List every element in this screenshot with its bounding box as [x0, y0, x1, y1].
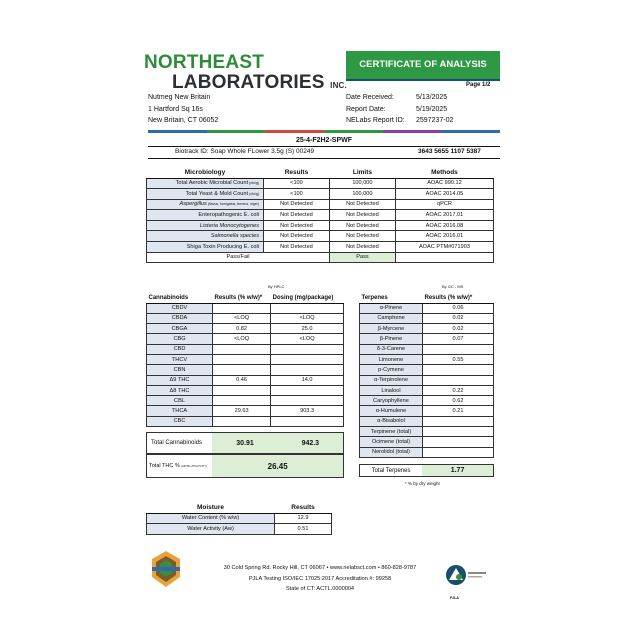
cannabinoid-name: CBL: [147, 396, 213, 406]
table-row: [147, 303, 344, 313]
cannabinoid-name: CBDV: [147, 303, 213, 313]
address-line2: 1 Hartford Sq 16s: [148, 105, 203, 113]
micro-test-unit: (cfu/g): [248, 191, 259, 196]
terpene-result: [423, 365, 494, 375]
passfail-blank: [395, 252, 493, 263]
table-row: [360, 437, 494, 447]
micro-result: <100: [264, 178, 330, 189]
terpene-name: α-Pinene: [360, 303, 423, 313]
footer-line2: PJLA Testing ISO/IEC 17025:2017 Accreditation #: 99258: [248, 575, 392, 582]
table-row: [147, 210, 494, 221]
micro-method: AOAC 2014.05: [395, 189, 493, 200]
received-label: Date Received:: [346, 94, 394, 101]
table-row: [360, 375, 494, 385]
terpene-name: p-Cymene: [360, 365, 423, 375]
micro-limit: Not Detected: [329, 231, 395, 242]
total-cannabinoids-result: 30.91: [212, 433, 277, 453]
micro-method: AOAC 2017.01: [395, 210, 493, 221]
report-date-label: Report Date:: [346, 105, 386, 113]
micro-limit: Not Detected: [329, 210, 395, 221]
table-row: [147, 416, 344, 426]
micro-result: <100: [264, 189, 330, 200]
table-row: [360, 324, 494, 334]
micro-test-name: [147, 220, 264, 231]
logo-suffix: INC.: [330, 81, 347, 90]
micro-limit: Not Detected: [329, 220, 395, 231]
logo-name: LABORATORIES: [172, 72, 325, 93]
report-id-value: 2597237-02: [416, 117, 454, 124]
table-row: [360, 303, 494, 313]
company-logo: [144, 53, 347, 96]
table-row: [360, 365, 494, 375]
cannabinoid-dose: [271, 396, 344, 406]
banner-underline: [346, 79, 500, 81]
table-row: [360, 396, 494, 406]
hplc-note: By HPLC: [268, 284, 285, 289]
micro-method: AOAC 990.12: [395, 178, 493, 189]
table-row: [147, 324, 344, 334]
cannabinoid-name: CBG: [147, 334, 213, 344]
address-line1: Nutmeg New Britain: [148, 94, 211, 101]
micro-result: Not Detected: [264, 231, 330, 242]
terpene-name: α-Bisabolol: [360, 416, 423, 426]
cannabinoid-result: <LOQ: [213, 334, 271, 344]
cannabinoid-name: CBGA: [147, 324, 213, 334]
micro-header: Methods: [395, 168, 493, 178]
table-row: [360, 334, 494, 344]
table-row: [360, 416, 494, 426]
terpene-name: δ-3-Carene: [360, 344, 423, 354]
total-cannabinoids-row: [146, 432, 344, 454]
cannabinoid-dose: [271, 303, 344, 313]
address-line3: New Britain, CT 06052: [148, 117, 219, 124]
passfail-value: Pass: [329, 252, 395, 263]
total-thc-text: Total THC %: [149, 463, 180, 469]
dry-weight-note: * % by dry weight: [405, 481, 440, 486]
divider: [148, 158, 500, 159]
terpene-result: [423, 344, 494, 354]
terpene-result: 0.06: [423, 303, 494, 313]
terpene-name: β-Myrcene: [360, 324, 423, 334]
table-row: [360, 313, 494, 323]
stripe-segment: [148, 130, 207, 133]
moist-result: 0.51: [275, 524, 332, 535]
report-id-label: NELabs Report ID:: [346, 117, 405, 124]
micro-method: qPCR: [395, 199, 493, 210]
cannabinoid-result: 0.82: [213, 324, 271, 334]
terp-header: Results (% w/w)*: [423, 293, 494, 303]
table-row: [147, 396, 344, 406]
terpene-name: Limonene: [360, 354, 423, 364]
moist-result: 12.9: [275, 513, 332, 524]
biotrack-label: Biotrack ID:: [175, 148, 209, 155]
micro-test-name: [147, 199, 264, 210]
table-row: [147, 313, 344, 323]
cannabinoid-dose: [271, 344, 344, 354]
terpene-name: Nerolidol (total): [360, 447, 423, 457]
sample-id: 25-4-F2H2-SPWF: [295, 137, 352, 144]
micro-test-label: Listeria Monocytogenes: [199, 222, 259, 229]
micro-test-name: [147, 242, 264, 253]
client-address: [148, 92, 218, 127]
micro-test-name: [147, 231, 264, 242]
table-row: [147, 385, 344, 395]
micro-test-name: [147, 178, 264, 189]
cannabinoid-name: THCV: [147, 354, 213, 364]
biotrack-row: [175, 148, 500, 155]
terpene-name: Linalool: [360, 385, 423, 395]
terpene-result: [423, 416, 494, 426]
terpene-name: β-Pinene: [360, 334, 423, 344]
cannabinoid-name: Δ9 THC: [147, 375, 213, 385]
micro-limit: 100,000: [329, 189, 395, 200]
micro-limit: Not Detected: [329, 242, 395, 253]
color-stripe: [148, 130, 500, 133]
cannabinoid-name: THCA: [147, 406, 213, 416]
cannabinoid-dose: <LOQ: [271, 313, 344, 323]
cannabinoid-name: CBD: [147, 344, 213, 354]
cannabinoid-result: [213, 416, 271, 426]
divider: [148, 146, 500, 147]
stripe-segment: [265, 130, 324, 133]
stripe-segment: [324, 130, 383, 133]
micro-test-label: Enteropathogenic E. coli: [198, 212, 259, 219]
micro-test-label: Total Aerobic Microbial Count: [175, 180, 249, 187]
cannabinoid-name: Δ8 THC: [147, 385, 213, 395]
cannabinoid-result: [213, 365, 271, 375]
micro-header: Results: [264, 168, 330, 178]
moisture-table: [146, 503, 332, 535]
biotrack-value: Soap Whole FLower 3.5g (S) 00249: [210, 148, 315, 155]
canna-header: Cannabinoids: [147, 293, 213, 303]
table-row: [147, 242, 494, 253]
terpene-name: α-Humulene: [360, 406, 423, 416]
total-terpenes-value: 1.77: [422, 465, 493, 476]
micro-test-unit: (cfu/g): [248, 181, 259, 186]
gcms-note: By GC - MS: [442, 284, 464, 289]
cannabinoid-name: CBC: [147, 416, 213, 426]
micro-test-label: Salmonella species: [210, 233, 259, 240]
table-row: [147, 178, 494, 189]
micro-method: AOAC PTM#071903: [395, 242, 493, 253]
stripe-segment: [441, 130, 500, 133]
coa-banner: CERTIFICATE OF ANALYSIS: [346, 51, 500, 79]
table-row: [360, 406, 494, 416]
table-row: [360, 427, 494, 437]
cannabinoid-dose: 25.0: [271, 324, 344, 334]
micro-test-name: [147, 189, 264, 200]
micro-header: Microbiology: [147, 168, 264, 178]
total-terpenes-row: [359, 464, 494, 477]
total-thc-value: 26.45: [212, 455, 343, 477]
table-row: [147, 189, 494, 200]
page-number: Page 1/2: [466, 82, 491, 88]
table-row: [147, 365, 344, 375]
cannabinoid-dose: [271, 416, 344, 426]
terpene-result: 0.07: [423, 334, 494, 344]
total-cannabinoids-label: Total Cannabinoids: [151, 440, 203, 446]
micro-limit: 100,000: [329, 178, 395, 189]
total-thc-label: [147, 463, 212, 469]
cannabinoid-dose: <LOQ: [271, 334, 344, 344]
terpene-result: 0.62: [423, 396, 494, 406]
table-row: [360, 385, 494, 395]
micro-test-name: [147, 210, 264, 221]
terp-header: Terpenes: [360, 293, 423, 303]
cannabinoid-dose: [271, 354, 344, 364]
table-row: [147, 231, 494, 242]
terpene-name: α-Terpinolene: [360, 375, 423, 385]
logo-line1: NORTHEAST: [144, 52, 265, 73]
cannabinoid-dose: [271, 365, 344, 375]
micro-limit: Not Detected: [329, 199, 395, 210]
footer: [200, 563, 440, 595]
table-row: [147, 199, 494, 210]
micro-result: Not Detected: [264, 220, 330, 231]
terpene-result: 0.22: [423, 385, 494, 395]
report-meta: [346, 92, 453, 127]
cannabinoid-result: [213, 396, 271, 406]
pjla-accreditation-logo: [444, 563, 488, 600]
cannabinoid-result: <LOQ: [213, 313, 271, 323]
micro-test-label: Shiga Toxin Producing E. coli: [186, 243, 259, 250]
cannabinoid-name: CBN: [147, 365, 213, 375]
terpene-result: [423, 447, 494, 457]
terpenes-table: [359, 293, 494, 458]
cannabinoid-result: [213, 385, 271, 395]
table-row: [147, 220, 494, 231]
total-thc-row: [146, 454, 344, 478]
canna-header: Results (% w/w)*: [213, 293, 271, 303]
terpene-name: Terpinene (total): [360, 427, 423, 437]
report-date-value: 5/19/2025: [416, 105, 448, 113]
footer-line1: 30 Cold Spring Rd. Rocky Hill, CT 06067 • www.nelabsct.com • 860-828-9787: [223, 565, 417, 571]
microbiology-table: [146, 168, 494, 263]
micro-result: Not Detected: [264, 199, 330, 210]
terpene-result: 0.02: [423, 313, 494, 323]
cannabinoid-result: [213, 354, 271, 364]
cannabinoid-result: 29.63: [213, 406, 271, 416]
cannabinoid-result: [213, 344, 271, 354]
cannabinoid-name: CBDA: [147, 313, 213, 323]
micro-header: Limits: [329, 168, 395, 178]
pjla-label: PJLA: [450, 596, 459, 600]
cannabinoid-dose: 14.0: [271, 375, 344, 385]
micro-method: AOAC 2016.08: [395, 220, 493, 231]
table-row: [147, 344, 344, 354]
table-row: [360, 344, 494, 354]
table-row: [147, 375, 344, 385]
terpene-result: 0.55: [423, 354, 494, 364]
cannabis-lab-badge-icon: [146, 549, 186, 594]
moist-header: Moisture: [147, 503, 275, 513]
cannabinoid-result: 0.46: [213, 375, 271, 385]
passfail-row: [147, 252, 494, 263]
terpene-result: [423, 437, 494, 447]
micro-method: AOAC 2016.01: [395, 231, 493, 242]
terpene-name: Caryophyllene: [360, 396, 423, 406]
stripe-segment: [207, 130, 266, 133]
terpene-name: Camphene: [360, 313, 423, 323]
passfail-label: Pass/Fail: [147, 252, 330, 263]
moist-name: Water Activity (Aw): [147, 524, 275, 535]
micro-result: Not Detected: [264, 210, 330, 221]
micro-test-unit: (flavus, fumigatus, terreus, niger): [206, 202, 259, 207]
biotrack-code: 3643 5655 1107 5387: [418, 148, 481, 155]
table-row: [147, 524, 332, 535]
cannabinoid-result: [213, 303, 271, 313]
micro-test-label: Aspergillus: [179, 201, 207, 208]
table-row: [147, 513, 332, 524]
received-value: 5/13/2025: [416, 94, 448, 101]
cannabinoid-dose: 903.3: [271, 406, 344, 416]
stripe-segment: [383, 130, 442, 133]
table-row: [147, 354, 344, 364]
footer-line3: State of CT: ACTL.0000004: [285, 586, 355, 592]
micro-test-label: Total Yeast & Mold Count: [185, 190, 249, 197]
cannabinoid-dose: [271, 385, 344, 395]
table-row: [147, 406, 344, 416]
cannabinoids-table: [146, 293, 344, 427]
total-thc-formula: (Δ9THC+THCA*0.877): [181, 465, 207, 468]
micro-result: Not Detected: [264, 242, 330, 253]
moist-header: Results: [275, 503, 332, 513]
terpene-result: [423, 375, 494, 385]
terpene-result: [423, 427, 494, 437]
total-terpenes-label: Total Terpenes: [371, 467, 411, 474]
total-cannabinoids-dose: 942.3: [278, 433, 343, 453]
moist-name: Water Content (% w/w): [147, 513, 275, 524]
terpene-result: 0.02: [423, 324, 494, 334]
terpene-name: Ocimene (total): [360, 437, 423, 447]
canna-header: Dosing (mg/package): [271, 293, 344, 303]
table-row: [147, 334, 344, 344]
terpene-result: 0.21: [423, 406, 494, 416]
table-row: [360, 447, 494, 457]
table-row: [360, 354, 494, 364]
